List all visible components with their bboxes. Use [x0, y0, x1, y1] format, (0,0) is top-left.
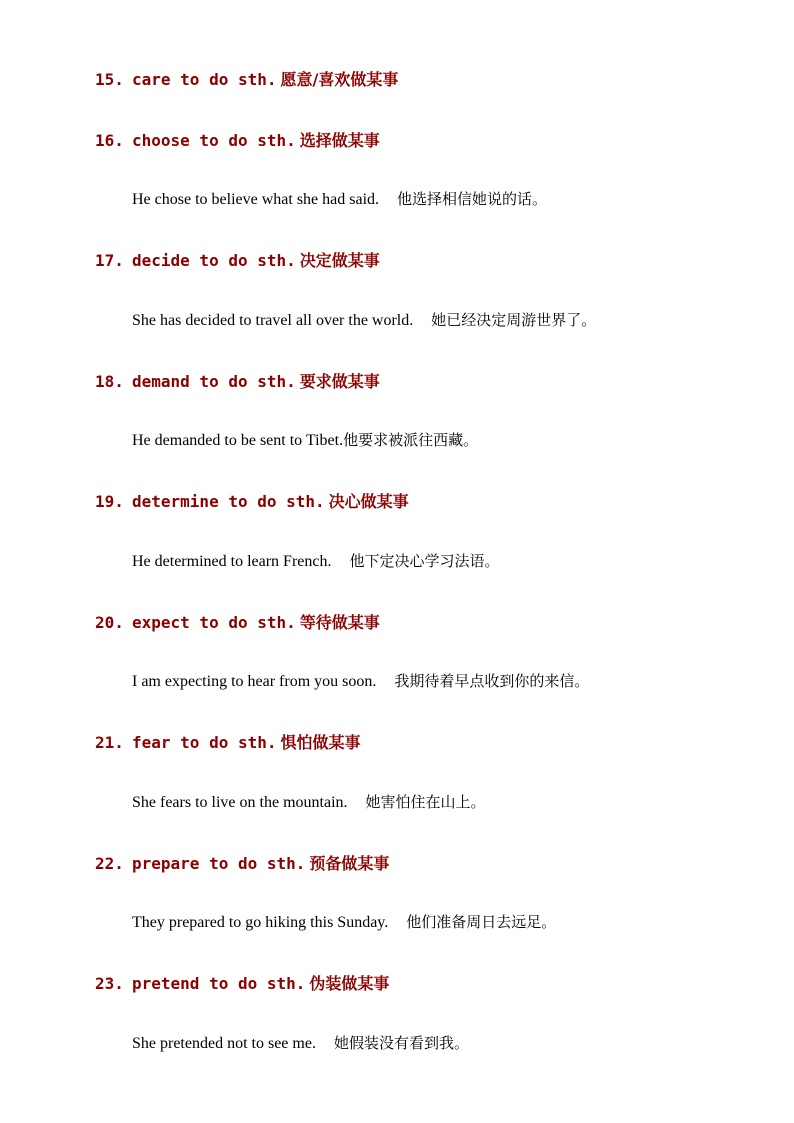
example-sentence — [132, 309, 596, 330]
entry-meaning: 愿意/喜欢做某事 — [280, 70, 399, 89]
entry-meaning: 决定做某事 — [299, 251, 380, 270]
entry-heading — [95, 851, 389, 874]
entry-number: 17. — [95, 251, 124, 270]
entry-meaning: 等待做某事 — [299, 613, 380, 632]
entry-meaning: 要求做某事 — [299, 372, 380, 391]
example-chinese: 他要求被派往西藏。 — [343, 431, 479, 449]
entry-heading — [95, 610, 380, 633]
entry-meaning: 选择做某事 — [299, 131, 380, 150]
entry-meaning: 伪装做某事 — [309, 974, 390, 993]
entry-heading — [95, 730, 361, 753]
entry-phrase: care to do sth. — [132, 70, 277, 89]
example-chinese: 我期待着早点收到你的来信。 — [394, 672, 590, 690]
example-sentence — [132, 1032, 469, 1053]
example-english: I am expecting to hear from you soon. — [132, 673, 377, 690]
entry-heading — [95, 971, 389, 994]
entry-heading — [95, 248, 380, 271]
example-chinese: 他下定决心学习法语。 — [349, 552, 500, 570]
entry-number: 16. — [95, 131, 124, 150]
entry-phrase: demand to do sth. — [132, 372, 296, 391]
entry-meaning: 预备做某事 — [309, 854, 390, 873]
example-english: She fears to live on the mountain. — [132, 794, 348, 811]
entry-meaning: 惧怕做某事 — [280, 733, 361, 752]
entry-heading — [95, 489, 409, 512]
example-sentence — [132, 670, 589, 691]
example-sentence — [132, 911, 556, 932]
example-english: He demanded to be sent to Tibet. — [132, 432, 344, 449]
entry-phrase: expect to do sth. — [132, 613, 296, 632]
example-sentence — [132, 550, 500, 571]
entry-heading — [95, 128, 380, 151]
example-chinese: 他们准备周日去远足。 — [406, 913, 557, 931]
example-sentence — [132, 188, 547, 209]
entry-phrase: determine to do sth. — [132, 492, 325, 511]
entry-number: 19. — [95, 492, 124, 511]
entry-phrase: decide to do sth. — [132, 251, 296, 270]
entry-heading — [95, 369, 380, 392]
entry-heading — [95, 67, 398, 90]
example-english: She pretended not to see me. — [132, 1035, 316, 1052]
example-chinese: 她已经决定周游世界了。 — [431, 311, 597, 329]
example-chinese: 他选择相信她说的话。 — [397, 190, 548, 208]
example-sentence — [132, 429, 478, 450]
entry-number: 23. — [95, 974, 124, 993]
example-english: She has decided to travel all over the world. — [132, 312, 414, 329]
example-english: He determined to learn French. — [132, 553, 332, 570]
example-chinese: 她害怕住在山上。 — [365, 793, 486, 811]
entry-phrase: prepare to do sth. — [132, 854, 306, 873]
entry-number: 15. — [95, 70, 124, 89]
entry-phrase: fear to do sth. — [132, 733, 277, 752]
entry-phrase: choose to do sth. — [132, 131, 296, 150]
entry-phrase: pretend to do sth. — [132, 974, 306, 993]
entry-number: 20. — [95, 613, 124, 632]
entry-meaning: 决心做某事 — [328, 492, 409, 511]
entry-number: 21. — [95, 733, 124, 752]
example-english: They prepared to go hiking this Sunday. — [132, 914, 389, 931]
example-english: He chose to believe what she had said. — [132, 191, 380, 208]
entry-number: 22. — [95, 854, 124, 873]
entry-number: 18. — [95, 372, 124, 391]
example-chinese: 她假装没有看到我。 — [333, 1034, 469, 1052]
example-sentence — [132, 791, 486, 812]
